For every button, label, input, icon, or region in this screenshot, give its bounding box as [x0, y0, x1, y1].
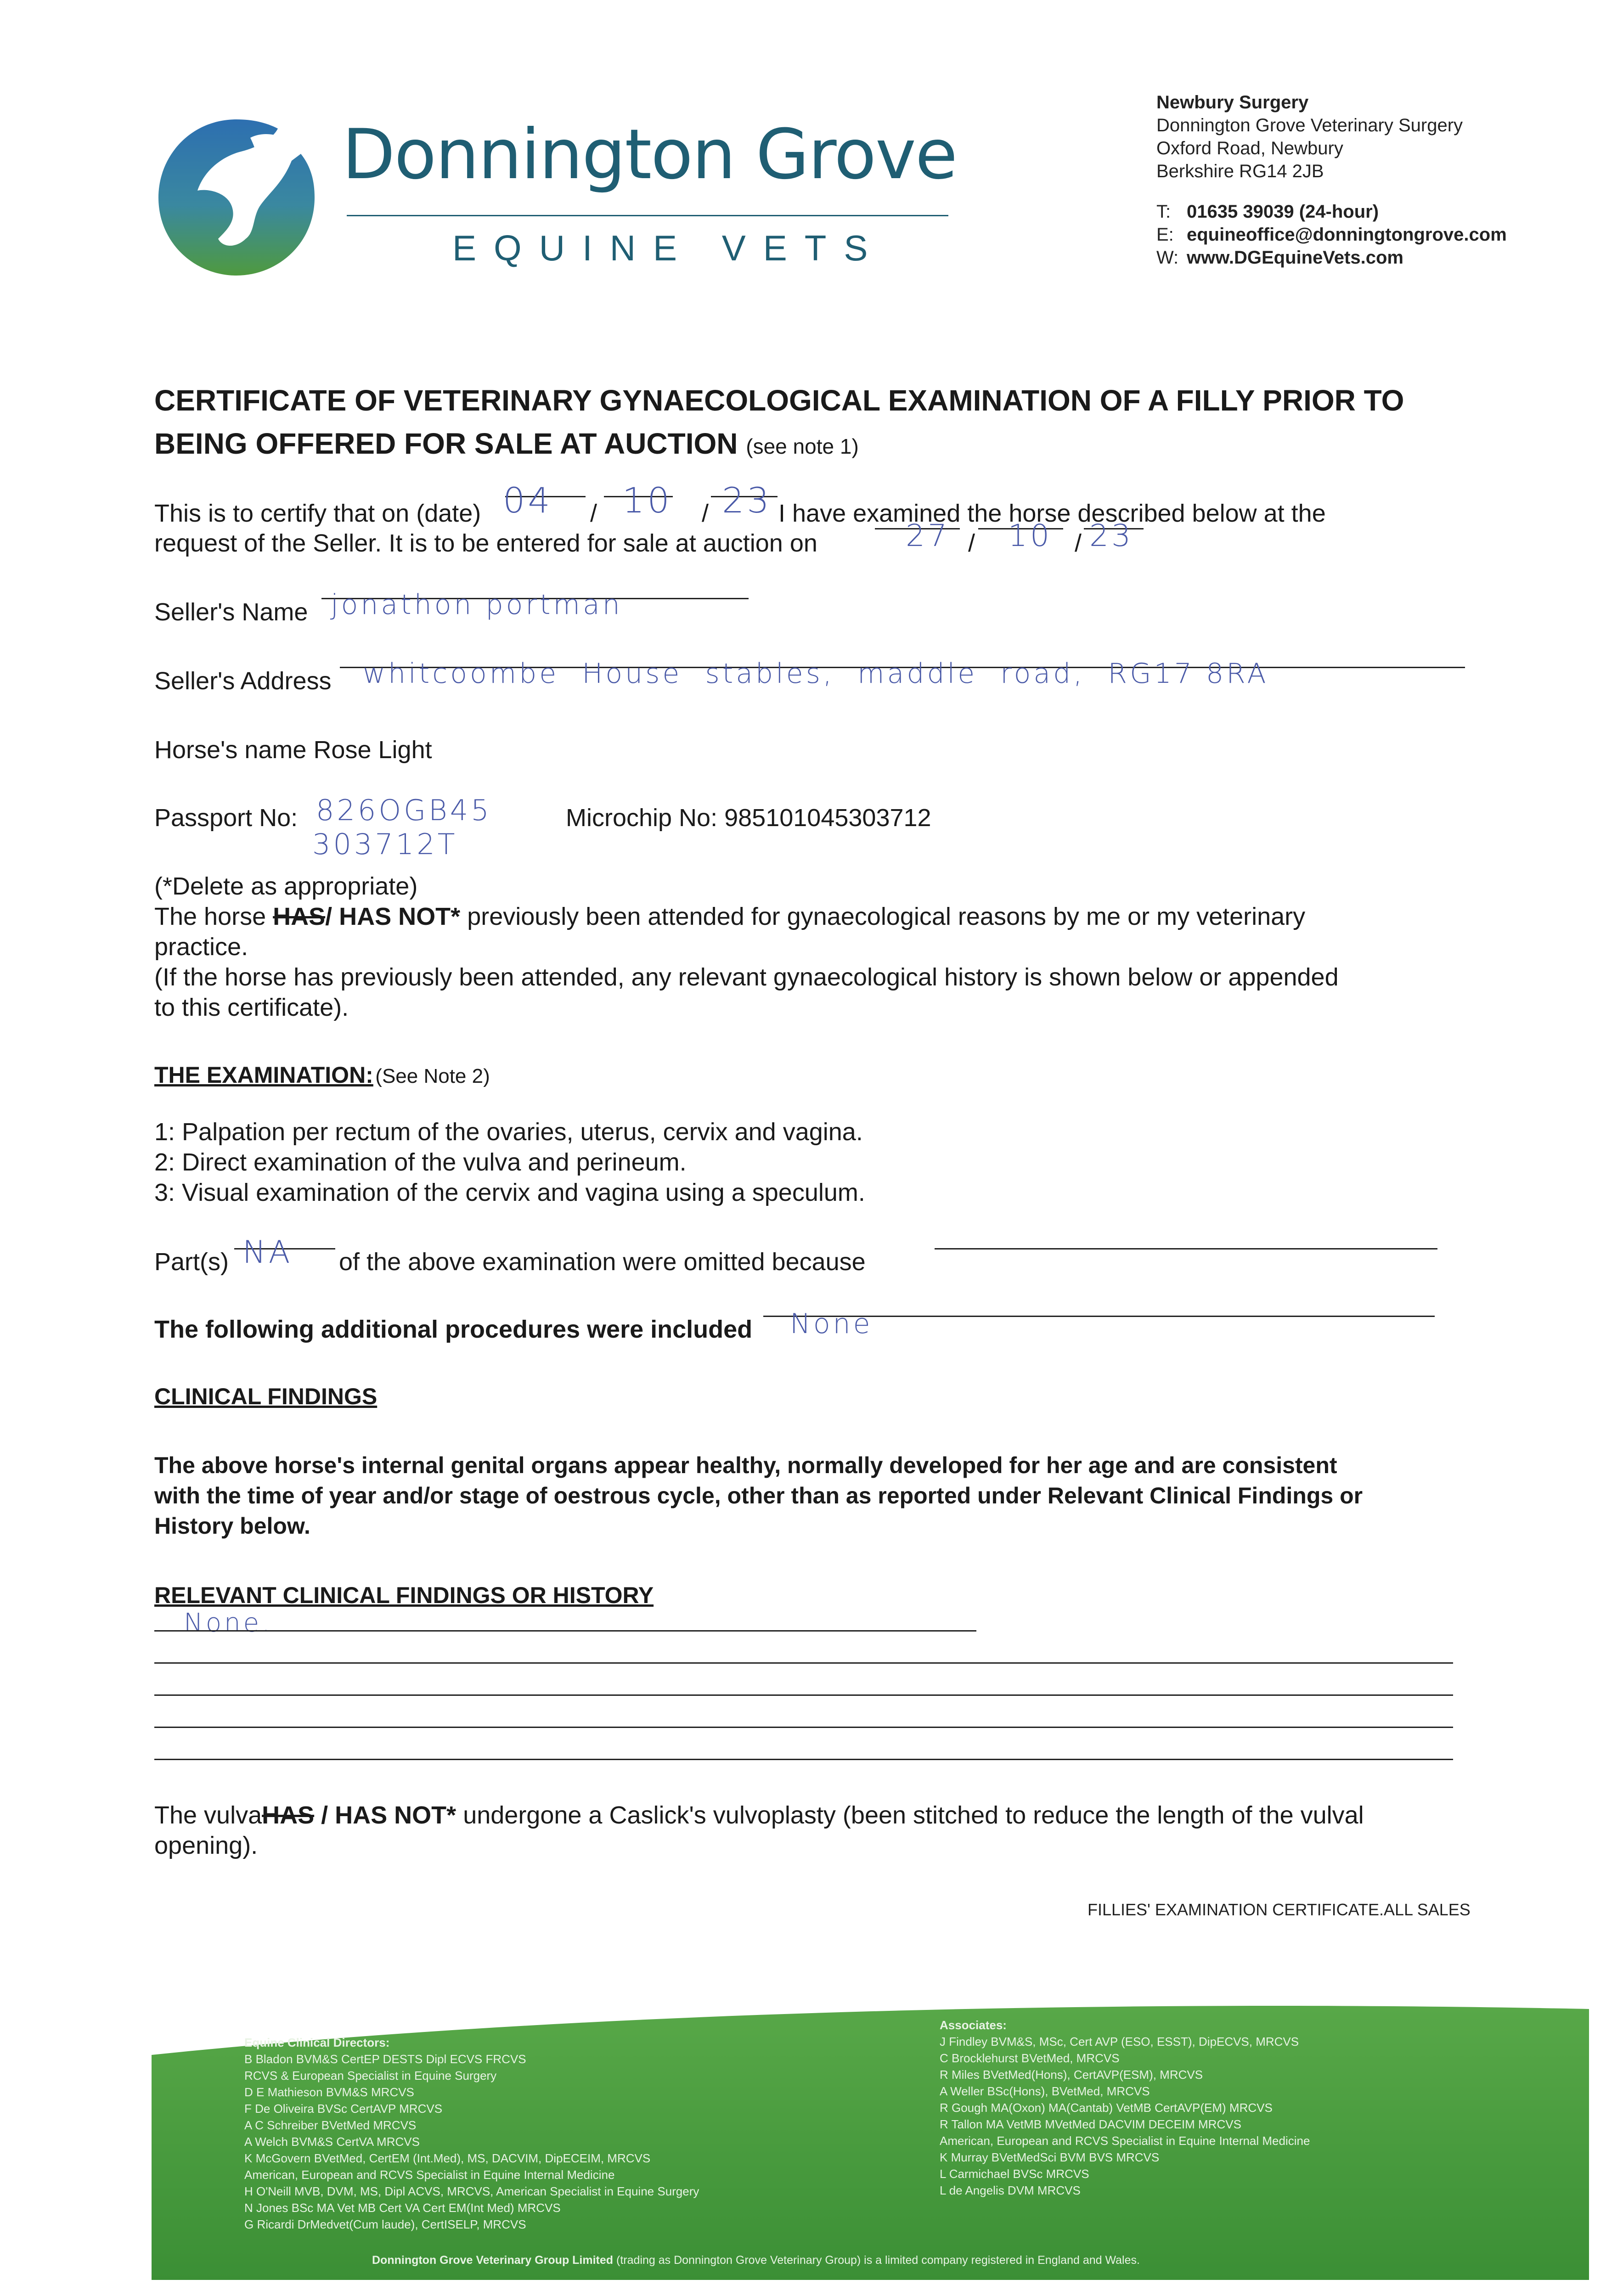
associate-line: R Tallon MA VetMB MVetMed DACVIM DECEIM MRCVS — [940, 2117, 1241, 2131]
director-line: A C Schreiber BVetMed MRCVS — [244, 2118, 417, 2132]
logo-mark — [154, 110, 319, 285]
address-line: Berkshire RG14 2JB — [1156, 161, 1324, 181]
director-line: F De Oliveira BVSc CertAVP MRCVS — [244, 2102, 443, 2116]
email-label: E: — [1156, 225, 1174, 245]
logo-subtitle: EQUINE VETS — [452, 228, 885, 268]
office-name: Newbury Surgery — [1156, 92, 1309, 113]
microchip: Microchip No: 985101045303712 — [566, 804, 931, 832]
date-sep: / — [702, 500, 709, 527]
form-reference: FILLIES' EXAMINATION CERTIFICATE.ALL SALES — [1088, 1900, 1471, 1919]
has-not: / HAS NOT* — [325, 903, 461, 930]
director-line: N Jones BSc MA Vet MB Cert VA Cert EM(Int Med) MRCVS — [244, 2201, 561, 2215]
address-line: Oxford Road, Newbury — [1156, 138, 1343, 158]
address-line: Donnington Grove Veterinary Surgery — [1156, 115, 1463, 135]
findings-line — [154, 1662, 1453, 1664]
contact-block — [1156, 91, 1507, 269]
director-line: H O'Neill MVB, DVM, MS, Dipl ACVS, MRCVS, American Specialist in Equine Surgery — [244, 2184, 699, 2198]
exam-heading-row — [154, 1062, 490, 1088]
date-year: 23 — [722, 480, 772, 521]
director-line: American, European and RCVS Specialist in Equine Internal Medicine — [244, 2168, 615, 2182]
associate-line: L de Angelis DVM MRCVS — [940, 2183, 1081, 2197]
parts-post: of the above examination were omitted because — [339, 1248, 866, 1276]
director-line: RCVS & European Specialist in Equine Surgery — [244, 2069, 497, 2082]
certify-mid: I have examined the horse described below at the — [778, 500, 1326, 527]
parts-value: NA — [242, 1234, 293, 1271]
attended-line3: (If the horse has previously been attended, any relevant gynaecological history is shown below or appended — [154, 963, 1339, 991]
clinical-heading: CLINICAL FINDINGS — [154, 1384, 378, 1409]
horse-name: Horse's name Rose Light — [154, 736, 432, 764]
passport-line-2: 303712T — [312, 827, 458, 861]
vulva-post: undergone a Caslick's vulvoplasty (been stitched to reduce the length of the vulval — [456, 1801, 1364, 1829]
sale-day: 27 — [906, 518, 950, 553]
vulva-pre: The vulva — [154, 1801, 262, 1829]
director-line: D E Mathieson BVM&S MRCVS — [244, 2085, 414, 2099]
seller-name-value: jonathon portman — [331, 589, 623, 621]
telephone: 01635 39039 (24-hour) — [1187, 202, 1379, 222]
findings-line — [154, 1727, 1453, 1728]
director-line: A Welch BVM&S CertVA MRCVS — [244, 2135, 420, 2149]
associate-line: A Weller BSc(Hons), BVetMed, MRCVS — [940, 2084, 1150, 2098]
title-line-2: BEING OFFERED FOR SALE AT AUCTION — [154, 427, 738, 460]
tel-label: T: — [1156, 202, 1171, 222]
exam-item: 3: Visual examination of the cervix and vagina using a speculum. — [154, 1179, 865, 1206]
logo-name: Donnington Grove — [342, 115, 957, 195]
certify-line2: request of the Seller. It is to be entered for sale at auction on — [154, 529, 817, 557]
footer-banner — [0, 1991, 1623, 2296]
exam-items — [154, 1117, 865, 1208]
relevant-value: None. — [184, 1608, 273, 1638]
passport-label: Passport No: — [154, 804, 298, 832]
vulva-has-not: / HAS NOT* — [321, 1801, 456, 1829]
website[interactable]: www.DGEquineVets.com — [1187, 248, 1403, 268]
logo-divider — [347, 215, 948, 216]
omitted-reason-line — [935, 1248, 1437, 1249]
title-note: (see note 1) — [746, 434, 859, 458]
associate-line: K Murray BVetMedSci BVM BVS MRCVS — [940, 2150, 1160, 2164]
sale-month: 10 — [1008, 518, 1052, 553]
certify-prefix: This is to certify that on (date) — [154, 500, 481, 527]
company-rest: (trading as Donnington Grove Veterinary Group) is a limited company registered in England and Wales. — [613, 2254, 1140, 2267]
director-line: B Bladon BVM&S CertEP DESTS Dipl ECVS FRCVS — [244, 2052, 526, 2066]
delete-note: (*Delete as appropriate) — [154, 872, 418, 900]
clinical-statement — [154, 1450, 1363, 1541]
clinical-line: The above horse's internal genital organs appear healthy, normally developed for her age and are consistent — [154, 1452, 1337, 1478]
findings-line — [154, 1630, 976, 1632]
exam-heading: THE EXAMINATION: — [154, 1062, 373, 1088]
certificate-title — [154, 379, 1404, 468]
associate-line: J Findley BVM&S, MSc, Cert AVP (ESO, ESST), DipECVS, MRCVS — [940, 2035, 1299, 2048]
director-line: K McGovern BVetMed, CertEM (Int.Med), MS, DACVIM, DipECEIM, MRCVS — [244, 2151, 651, 2165]
sale-sep: / — [968, 529, 975, 557]
clinical-line: History below. — [154, 1513, 310, 1539]
sale-sep: / — [1075, 529, 1082, 557]
exam-item: 1: Palpation per rectum of the ovaries, uterus, cervix and vagina. — [154, 1118, 863, 1146]
attended-pre: The horse — [154, 903, 273, 930]
title-line-1: CERTIFICATE OF VETERINARY GYNAECOLOGICAL EXAMINATION OF A FILLY PRIOR TO — [154, 384, 1404, 417]
date-month: 10 — [622, 480, 672, 521]
sale-year: 23 — [1089, 518, 1133, 553]
associates-heading: Associates: — [940, 2018, 1007, 2032]
director-line: G Ricardi DrMedvet(Cum laude), CertISELP, MRCVS — [244, 2217, 526, 2231]
attended-block — [154, 871, 1486, 1023]
associate-line: R Miles BVetMed(Hons), CertAVP(ESM), MRCVS — [940, 2068, 1203, 2082]
exam-item: 2: Direct examination of the vulva and perineum. — [154, 1148, 687, 1176]
associates-block — [940, 2017, 1310, 2199]
seller-name-label: Seller's Name — [154, 598, 308, 626]
vulva-block — [154, 1800, 1486, 1861]
directors-heading: Equine Clinical Directors: — [244, 2036, 390, 2049]
vulva-has-struck: HAS — [262, 1801, 315, 1829]
associate-line: L Carmichael BVSc MRCVS — [940, 2167, 1089, 2181]
associate-line: R Gough MA(Oxon) MA(Cantab) VetMB CertAVP(EM) MRCVS — [940, 2101, 1273, 2115]
findings-line — [154, 1759, 1453, 1760]
clinical-line: with the time of year and/or stage of oestrous cycle, other than as reported under Relevant Clinical Findings or — [154, 1483, 1363, 1508]
date-day: 04 — [503, 480, 553, 521]
additional-label: The following additional procedures were included — [154, 1316, 753, 1343]
web-label: W: — [1156, 248, 1179, 268]
associate-line: American, European and RCVS Specialist in Equine Internal Medicine — [940, 2134, 1310, 2148]
seller-address-value: whitcoombe House stables, maddle road, RG17 8RA — [363, 658, 1269, 690]
attended-line2: practice. — [154, 933, 248, 961]
company-name: Donnington Grove Veterinary Group Limited — [372, 2254, 614, 2267]
exam-heading-note: (See Note 2) — [375, 1065, 490, 1087]
directors-block — [244, 2034, 699, 2233]
seller-address-label: Seller's Address — [154, 667, 332, 695]
attended-post: previously been attended for gynaecological reasons by me or my veterinary — [460, 903, 1306, 930]
parts-label: Part(s) — [154, 1248, 229, 1276]
attended-line4: to this certificate). — [154, 994, 349, 1021]
has-struck: HAS — [273, 903, 326, 930]
passport-line-1: 826OGB45 — [316, 793, 492, 827]
vulva-line2: opening). — [154, 1832, 258, 1859]
email[interactable]: equineoffice@donningtongrove.com — [1187, 225, 1507, 245]
relevant-heading: RELEVANT CLINICAL FINDINGS OR HISTORY — [154, 1582, 654, 1608]
findings-line — [154, 1694, 1453, 1696]
additional-value: None — [790, 1308, 873, 1340]
company-statement — [372, 2254, 1140, 2267]
associate-line: C Brocklehurst BVetMed, MRCVS — [940, 2051, 1120, 2065]
date-sep: / — [590, 500, 597, 527]
